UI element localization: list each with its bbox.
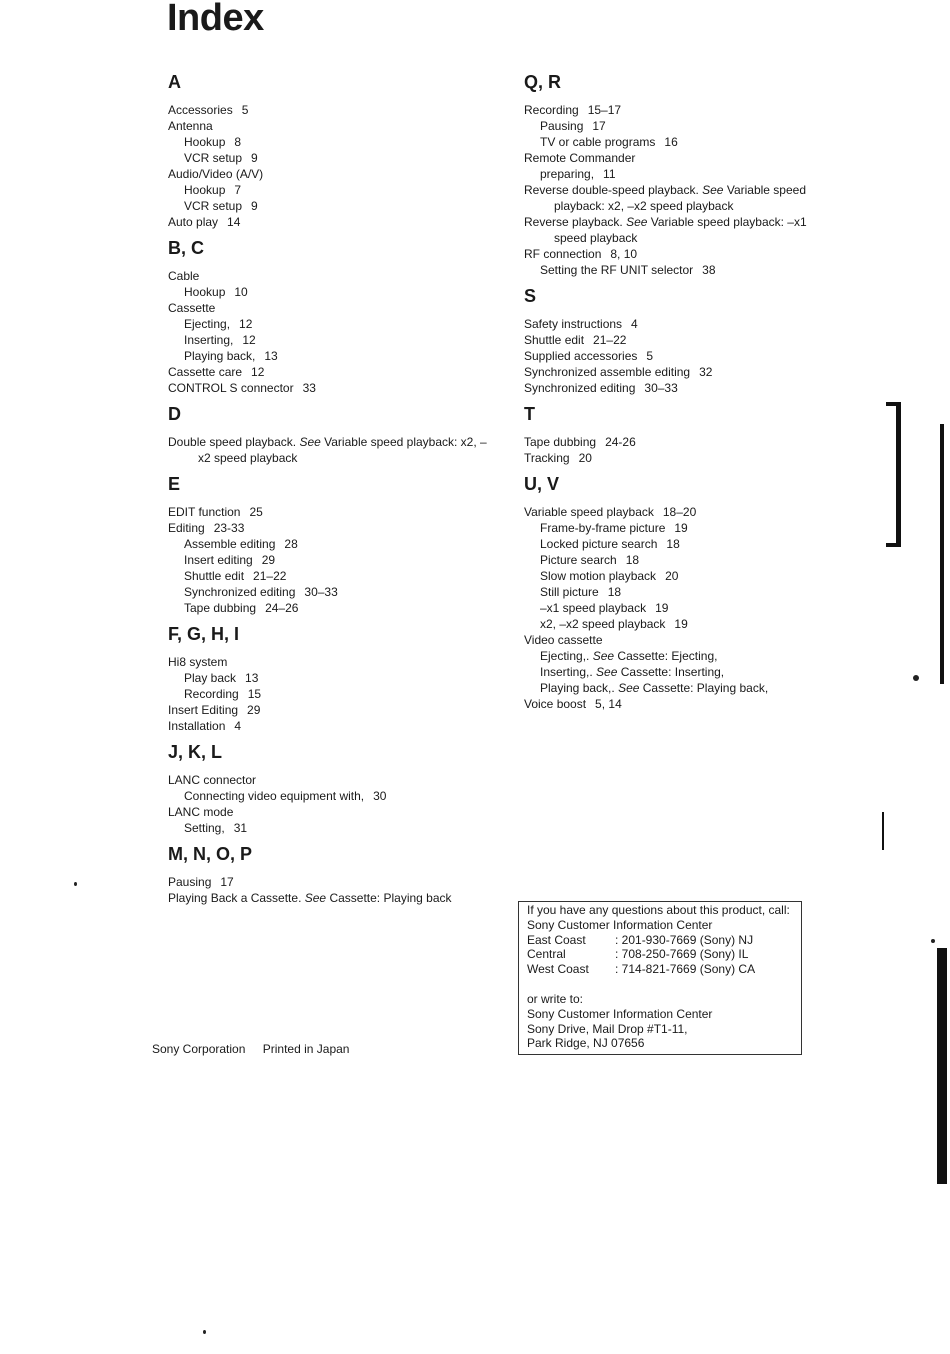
entry-pages: 28: [284, 537, 298, 551]
section-heading: F, G, H, I: [168, 624, 240, 644]
index-section: [168, 70, 498, 230]
entry-term: Pausing: [168, 875, 212, 889]
entry-pages: 11: [603, 167, 616, 181]
entry-pages: 33: [302, 381, 316, 395]
entry-term: Synchronized assemble editing: [524, 365, 691, 379]
entry-pages: 20: [665, 569, 679, 583]
scan-speck: [931, 939, 935, 943]
index-subentry: [524, 600, 834, 616]
index-entry: [168, 890, 498, 906]
see-target: Cassette: Playing back,: [642, 681, 769, 695]
entry-term: Audio/Video (A/V): [168, 167, 264, 181]
scan-speck: [203, 1330, 206, 1334]
index-section: [168, 236, 498, 396]
index-entry: [524, 246, 834, 262]
entry-term: VCR setup: [184, 151, 243, 165]
index-entry: [524, 214, 834, 246]
entry-pages: 21–22: [593, 333, 627, 347]
index-subentry: [168, 788, 498, 804]
entry-term: Inserting,: [184, 333, 234, 347]
entry-term: Cable: [168, 269, 200, 283]
entry-term: TV or cable programs: [540, 135, 656, 149]
entry-pages: 12: [239, 317, 253, 331]
entry-pages: 8, 10: [610, 247, 638, 261]
entry-term: Double speed playback.: [168, 435, 297, 449]
entry-term: Hookup: [184, 135, 226, 149]
entry-term: Connecting video equipment with,: [184, 789, 365, 803]
index-entry: [168, 364, 498, 380]
scan-speck: [913, 675, 919, 681]
see-target: Cassette: Inserting,: [620, 665, 725, 679]
entry-pages: 18: [607, 585, 622, 599]
entry-pages: 18: [666, 537, 680, 551]
index-entry: [168, 804, 498, 820]
index-subentry: [524, 584, 834, 600]
index-subentry: [168, 552, 498, 568]
entry-pages: 8: [234, 135, 242, 149]
contact-write-label: or write to:: [527, 991, 584, 1006]
entry-pages: 4: [234, 719, 242, 733]
entry-term: Cassette care: [168, 365, 243, 379]
phone-region: Central: [527, 947, 566, 962]
contact-box: [518, 901, 802, 1055]
page-title: Index: [167, 0, 264, 39]
index-entry: [168, 434, 498, 466]
index-entry: [168, 214, 498, 230]
see-target: Variable speed playback: x2, –x2 speed playback: [198, 435, 487, 465]
entry-term: x2, –x2 speed playback: [540, 617, 666, 631]
entry-term: Playing back,.: [540, 681, 615, 695]
entry-term: RF connection: [524, 247, 602, 261]
entry-pages: 29: [247, 703, 261, 717]
index-entry: [168, 702, 498, 718]
entry-term: Supplied accessories: [524, 349, 638, 363]
index-entry: [524, 150, 834, 166]
index-section: [168, 622, 498, 734]
section-heading: S: [524, 286, 537, 306]
scan-mark: [937, 948, 947, 1184]
entry-pages: 24-26: [605, 435, 636, 449]
index-subentry: [524, 680, 834, 696]
index-column-left: [168, 70, 498, 912]
entry-pages: 30–33: [644, 381, 678, 395]
index-subentry: [168, 568, 498, 584]
entry-term: Auto play: [168, 215, 219, 229]
index-subentry: [168, 670, 498, 686]
scan-mark: [940, 424, 944, 684]
index-subentry: [524, 664, 834, 680]
index-entry: [168, 874, 498, 890]
index-entry: [524, 102, 834, 118]
entry-term: Cassette: [168, 301, 216, 315]
see-target: Cassette: Playing back: [329, 891, 452, 905]
section-heading: Q, R: [524, 72, 562, 92]
entry-term: Reverse playback.: [524, 215, 623, 229]
footer-printed: Printed in Japan: [262, 1042, 350, 1056]
entry-pages: 10: [234, 285, 248, 299]
index-section: [168, 402, 498, 466]
index-subentry: [168, 348, 498, 364]
footer-company: Sony Corporation: [152, 1042, 246, 1056]
entry-term: Assemble editing: [184, 537, 276, 551]
see-reference: See: [596, 665, 618, 679]
index-section: [524, 472, 834, 712]
index-subentry: [524, 520, 834, 536]
entry-pages: 4: [631, 317, 638, 331]
see-reference: See: [618, 681, 640, 695]
phone-region: West Coast: [527, 962, 589, 977]
entry-term: Frame-by-frame picture: [540, 521, 666, 535]
entry-term: Shuttle edit: [184, 569, 245, 583]
index-subentry: [168, 536, 498, 552]
index-subentry: [168, 134, 498, 150]
phone-number: : 201-930-7669 (Sony) NJ: [615, 932, 754, 947]
index-entry: [524, 364, 834, 380]
see-reference: See: [626, 215, 648, 229]
entry-term: Still picture: [540, 585, 599, 599]
entry-pages: 9: [251, 151, 258, 165]
entry-pages: 32: [699, 365, 713, 379]
phone-number: : 708-250-7669 (Sony) IL: [615, 947, 749, 962]
index-section: [168, 842, 498, 906]
entry-term: Antenna: [168, 119, 213, 133]
section-heading: M, N, O, P: [168, 844, 253, 864]
see-reference: See: [592, 649, 615, 663]
entry-term: Voice boost: [524, 697, 587, 711]
entry-pages: 19: [674, 617, 688, 631]
entry-term: Editing: [168, 521, 205, 535]
entry-term: Hookup: [184, 285, 226, 299]
index-entry: [524, 450, 834, 466]
index-subentry: [168, 332, 498, 348]
index-entry: [168, 118, 498, 134]
contact-address-line: Sony Customer Information Center: [527, 1006, 713, 1021]
index-section: [524, 402, 834, 466]
contact-address-line: Sony Drive, Mail Drop #T1-11,: [527, 1021, 688, 1036]
entry-pages: 29: [261, 553, 276, 567]
entry-pages: 7: [234, 183, 242, 197]
index-subentry: [524, 166, 834, 182]
entry-pages: 14: [227, 215, 241, 229]
entry-term: –x1 speed playback: [540, 601, 647, 615]
entry-pages: 23-33: [213, 521, 245, 535]
index-entry: [524, 632, 834, 648]
entry-pages: 12: [251, 365, 265, 379]
entry-pages: 19: [655, 601, 669, 615]
index-entry: [524, 316, 834, 332]
index-entry: [524, 696, 834, 712]
entry-pages: 18: [625, 553, 640, 567]
entry-term: Synchronized editing: [524, 381, 636, 395]
entry-term: Tape dubbing: [524, 435, 597, 449]
entry-pages: 18–20: [662, 505, 697, 519]
entry-term: Ejecting,.: [540, 649, 590, 663]
see-target: Variable speed playback: x2, –x2 speed playback: [554, 183, 806, 213]
index-subentry: [168, 284, 498, 300]
entry-pages: 31: [233, 821, 248, 835]
index-subentry: [168, 150, 498, 166]
index-entry: [168, 380, 498, 396]
entry-pages: 5: [646, 349, 654, 363]
index-subentry: [524, 134, 834, 150]
entry-term: Picture search: [540, 553, 617, 567]
entry-term: Safety instructions: [524, 317, 623, 331]
index-subentry: [168, 820, 498, 836]
index-entry: [524, 434, 834, 450]
index-entry: [168, 504, 498, 520]
see-reference: See: [304, 891, 327, 905]
entry-term: LANC mode: [168, 805, 234, 819]
entry-pages: 25: [249, 505, 263, 519]
entry-pages: 38: [702, 263, 716, 277]
section-heading: T: [524, 404, 535, 424]
contact-phone-row: [527, 962, 801, 977]
entry-term: Variable speed playback: [524, 505, 654, 519]
section-heading: B, C: [168, 238, 204, 258]
contact-phone-row: [527, 947, 801, 962]
entry-term: Remote Commander: [524, 151, 636, 165]
index-subentry: [524, 552, 834, 568]
entry-pages: 9: [251, 199, 258, 213]
entry-term: Locked picture search: [540, 537, 658, 551]
entry-term: Recording: [184, 687, 239, 701]
entry-term: Hookup: [184, 183, 226, 197]
scan-mark: [882, 812, 884, 850]
entry-pages: 16: [664, 135, 678, 149]
entry-term: Pausing: [540, 119, 584, 133]
index-entry: [524, 182, 834, 214]
see-target: Cassette: Ejecting,: [617, 649, 718, 663]
entry-term: preparing,: [540, 167, 595, 181]
entry-pages: 13: [264, 349, 278, 363]
index-entry: [168, 300, 498, 316]
scan-mark: [896, 402, 901, 547]
scan-mark: [886, 543, 901, 547]
contact-address-line: Park Ridge, NJ 07656: [527, 1036, 645, 1051]
entry-pages: 15: [247, 687, 262, 701]
phone-number: : 714-821-7669 (Sony) CA: [615, 962, 756, 977]
entry-pages: 17: [220, 875, 234, 889]
index-subentry: [524, 118, 834, 134]
contact-org: Sony Customer Information Center: [527, 917, 713, 932]
entry-pages: 17: [592, 119, 606, 133]
entry-term: Insert Editing: [168, 703, 239, 717]
entry-term: Play back: [184, 671, 237, 685]
see-reference: See: [702, 183, 724, 197]
index-subentry: [168, 182, 498, 198]
entry-pages: 5: [241, 103, 249, 117]
entry-term: Setting the RF UNIT selector: [540, 263, 694, 277]
index-section: [168, 472, 498, 616]
index-entry: [168, 718, 498, 734]
entry-term: Tracking: [524, 451, 570, 465]
index-entry: [524, 504, 834, 520]
section-heading: E: [168, 474, 181, 494]
index-entry: [524, 348, 834, 364]
index-subentry: [168, 600, 498, 616]
entry-term: Installation: [168, 719, 226, 733]
entry-term: Insert editing: [184, 553, 253, 567]
entry-pages: 19: [674, 521, 688, 535]
index-section: [168, 740, 498, 836]
index-subentry: [168, 198, 498, 214]
entry-pages: 5, 14: [595, 697, 622, 711]
section-heading: A: [168, 72, 181, 92]
section-heading: J, K, L: [168, 742, 223, 762]
phone-region: East Coast: [527, 932, 586, 947]
entry-term: Shuttle edit: [524, 333, 585, 347]
entry-term: Slow motion playback: [540, 569, 657, 583]
entry-term: Reverse double-speed playback.: [524, 183, 699, 197]
entry-pages: 21–22: [253, 569, 287, 583]
entry-term: Synchronized editing: [184, 585, 296, 599]
entry-term: Setting,: [184, 821, 225, 835]
index-entry: [168, 166, 498, 182]
entry-pages: 30: [373, 789, 387, 803]
index-section: [524, 284, 834, 396]
entry-term: Playing Back a Cassette.: [168, 891, 302, 905]
index-entry: [168, 102, 498, 118]
footer: [152, 1042, 349, 1056]
index-subentry: [168, 316, 498, 332]
index-entry: [524, 332, 834, 348]
section-heading: D: [168, 404, 181, 424]
entry-term: Recording: [524, 103, 579, 117]
contact-intro: If you have any questions about this product, call:: [527, 903, 790, 917]
section-heading: U, V: [524, 474, 560, 494]
scan-speck: [74, 882, 77, 886]
entry-pages: 13: [245, 671, 259, 685]
entry-pages: 30–33: [304, 585, 338, 599]
entry-pages: 12: [242, 333, 256, 347]
index-subentry: [524, 616, 834, 632]
entry-term: Ejecting,: [184, 317, 231, 331]
index-column-right: [524, 70, 834, 718]
index-subentry: [524, 568, 834, 584]
entry-term: Playing back,: [184, 349, 256, 363]
index-entry: [168, 268, 498, 284]
see-target: Variable speed playback: –x1 speed playback: [554, 215, 807, 245]
index-section: [524, 70, 834, 278]
index-subentry: [524, 536, 834, 552]
entry-term: Inserting,.: [540, 665, 593, 679]
index-entry: [168, 772, 498, 788]
contact-spacer: [527, 977, 801, 992]
entry-term: LANC connector: [168, 773, 257, 787]
entry-term: Tape dubbing: [184, 601, 257, 615]
index-subentry: [168, 584, 498, 600]
entry-term: Video cassette: [524, 633, 603, 647]
entry-term: Accessories: [168, 103, 233, 117]
index-subentry: [524, 648, 834, 664]
entry-pages: 15–17: [587, 103, 622, 117]
contact-phone-row: [527, 933, 801, 948]
index-subentry: [168, 686, 498, 702]
index-entry: [168, 654, 498, 670]
entry-pages: 24–26: [265, 601, 299, 615]
entry-term: VCR setup: [184, 199, 243, 213]
entry-term: Hi8 system: [168, 655, 228, 669]
entry-term: CONTROL S connector: [168, 381, 294, 395]
index-entry: [168, 520, 498, 536]
entry-term: EDIT function: [168, 505, 241, 519]
index-subentry: [524, 262, 834, 278]
see-reference: See: [299, 435, 321, 449]
entry-pages: 20: [578, 451, 592, 465]
index-entry: [524, 380, 834, 396]
